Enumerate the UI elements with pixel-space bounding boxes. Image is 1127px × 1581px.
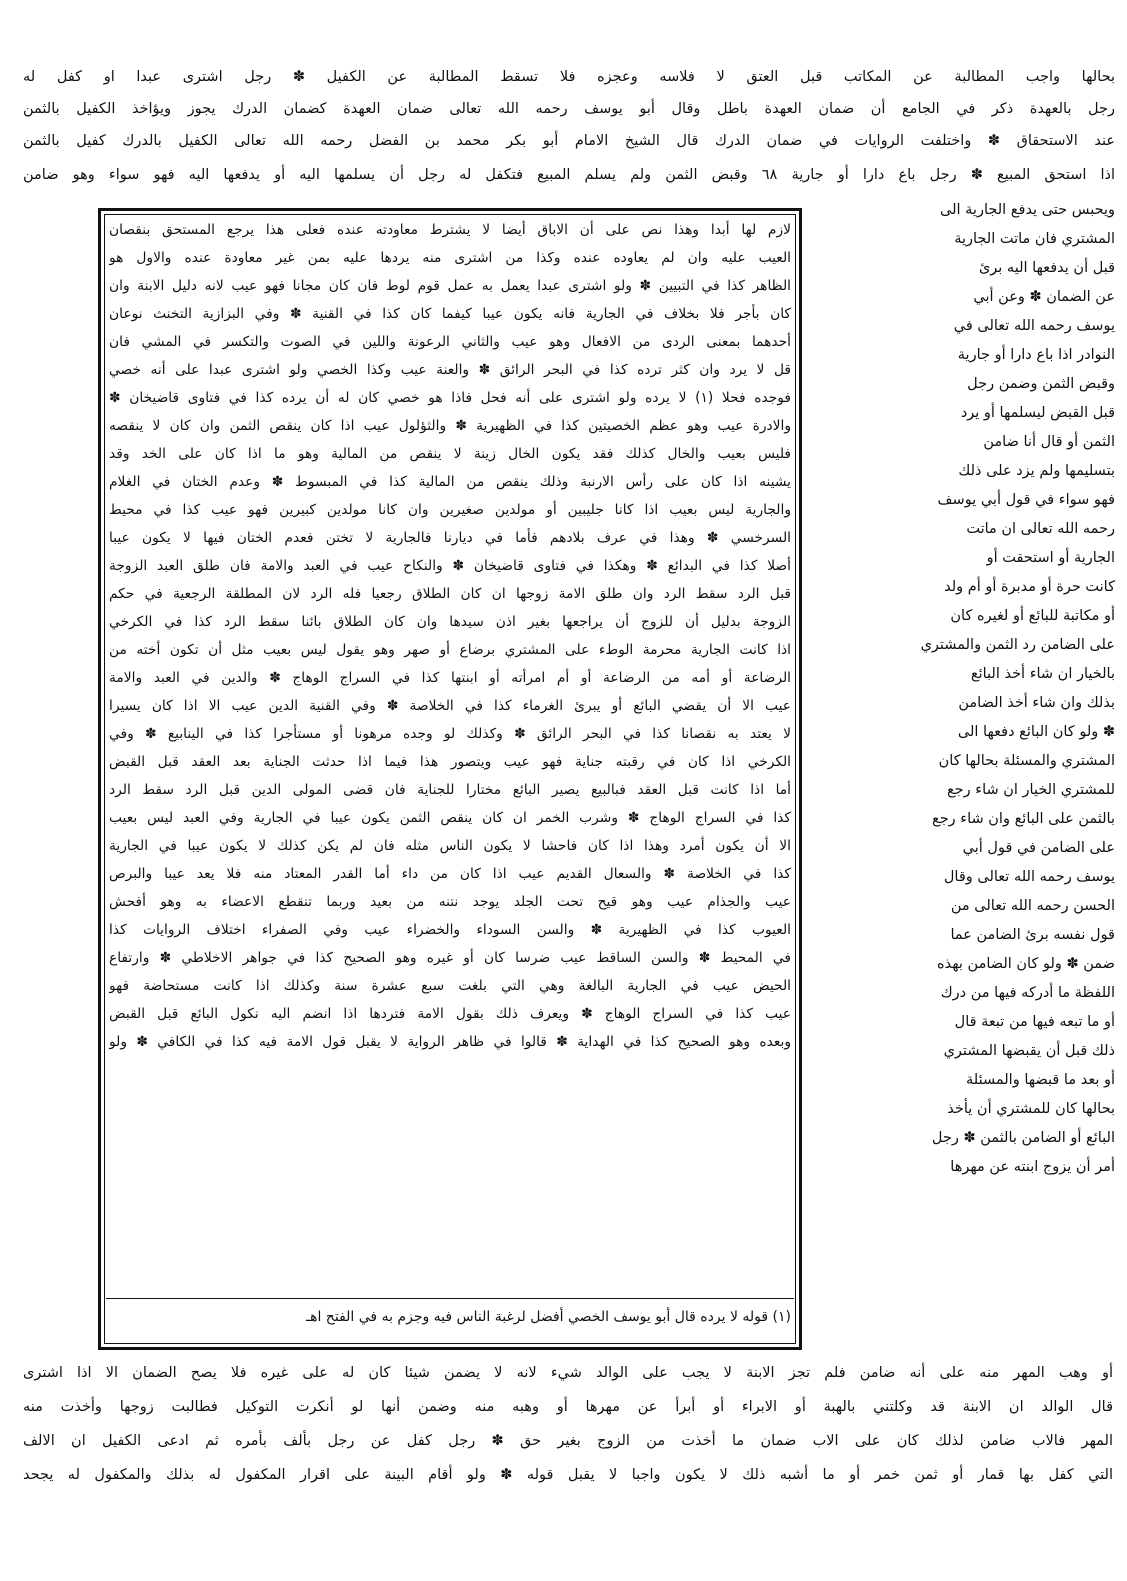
frame-line-26: العيوب كذا في الظهيرية ✽ والسن السوداء والخضراء عيب وفي الصفراء اختلاف الروايات كذا xyxy=(109,922,791,938)
margin-line-16: على الضامن رد الثمن والمشتري xyxy=(920,637,1115,653)
margin-line-34: أمر أن يزوج ابنته عن مهرها xyxy=(950,1159,1115,1175)
margin-line-2: المشتري فان ماتت الجارية xyxy=(954,231,1115,247)
top-line-2: رجل بالعهدة ذكر في الجامع أن ضمان العهدة باطل وقال أبو يوسف رحمه الله تعالى ضمان العهدة كضمان الدرك يجوز ويؤاخذ الكفيل بالثمن xyxy=(23,101,1115,117)
margin-line-3: قبل أن يدفعها اليه برئ xyxy=(978,260,1115,276)
margin-line-7: وقبض الثمن وضمن رجل xyxy=(967,376,1115,392)
frame-line-21: أما اذا كانت قبل العقد فبالبيع يصير البائع مختارا للجناية فان قضى المولى الدين قبل الرد سقط الرد xyxy=(109,782,791,798)
frame-line-13: أصلا كذا في البدائع ✽ وهكذا في فتاوى قاضيخان ✽ والنكاح عيب في العبد والامة فان طلق العبد الزوجة xyxy=(109,558,791,574)
frame-line-29: عيب كذا في السراج الوهاج ✽ ويعرف ذلك بقول الامة فتردها اذا انضم اليه نكول البائع قبل القبض xyxy=(109,1006,791,1022)
margin-line-27: ضمن ✽ ولو كان الضامن بهذه xyxy=(937,956,1115,972)
margin-line-33: البائع أو الضامن بالثمن ✽ رجل xyxy=(931,1130,1115,1146)
frame-line-8: والادرة عيب وهو عظم الخصيتين كذا في الظهيرية ✽ والثؤلول عيب اذا كان ينقص الثمن وان كان لا ينقصه xyxy=(109,418,791,434)
margin-line-10: بتسليمها ولم يزد على ذلك xyxy=(958,463,1115,479)
margin-line-1: ويحبس حتى يدفع الجارية الى xyxy=(940,202,1115,218)
frame-line-16: اذا كانت الجارية محرمة الوطء على المشتري برضاع أو صهر وهو يقول ليس بعيب مثل أن تكون أخته من xyxy=(109,642,791,658)
frame-line-4: كان بأجر فلا بخلاف في الجارية فانه يكون عيبا كيفما كان كذا في القنية ✽ وفي البزازية التخنث نوعان xyxy=(109,306,791,322)
frame-line-2: العيب عليه وان لم يعاوده عنده وكذا من اشترى منه يردها عليه بمن غير معاودة عنده والاول هو xyxy=(109,250,791,266)
frame-line-17: الرضاعة أو أمه من الرضاعة أو أم امرأته أو ابنتها كذا في السراج الوهاج ✽ والدين في العبد والامة xyxy=(109,670,791,686)
frame-line-7: فوجده فحلا (١) لا يرده ولو اشترى على أنه فحل فاذا هو خصي كان له أن يرده كذا في فتاوى قاضيخان ✽ xyxy=(109,390,791,406)
top-line-3: عند الاستحقاق ✽ واختلفت الروايات في ضمان الدرك قال الشيخ الامام أبو بكر محمد بن الفضل رحمه الله تعالى الكفيل بالدرك كفيل بالثمن xyxy=(23,133,1115,149)
footnote-divider xyxy=(106,1298,794,1299)
frame-line-12: السرخسي ✽ وهذا في عرف بلادهم فأما في ديارنا فالجارية لا تختن فعدم الختان فيها لا يكون عيبا xyxy=(109,530,791,546)
margin-line-17: بالخيار ان شاء أخذ البائع xyxy=(970,666,1115,682)
top-line-1: بحالها واجب المطالبة عن المكاتب قبل العتق لا فلاسه وعجزه فلا تسقط المطالبة عن الكفيل ✽ رجل اشترى عبدا او كفل له xyxy=(23,69,1115,85)
frame-line-10: يشينه اذا كان على رأس الارنبة وذلك ينقص من المالية كذا في المبسوط ✽ وعدم الختان في الغلام xyxy=(109,474,791,490)
margin-line-9: الثمن أو قال أنا ضامن xyxy=(983,434,1115,450)
frame-line-14: قبل الرد سقط الرد وان طلق الامة زوجها ان كان الطلاق رجعيا فله الرد لان المطلقة الرجعية في حكم xyxy=(109,586,791,602)
bottom-line-3: المهر فالاب ضامن لذلك كان على الاب ضمان ما أخذت من الزوج بغير حق ✽ رجل كفل عن رجل بألف بأمره ثم ادعى الكفيل ان الالف xyxy=(23,1433,1113,1449)
margin-line-19: ✽ ولو كان البائع دفعها الى xyxy=(957,724,1115,740)
frame-line-24: كذا في الخلاصة ✽ والسعال القديم عيب اذا كان من داء أما القدر المعتاد منه فلا يعد عيبا والبرص xyxy=(109,866,791,882)
frame-line-22: كذا في السراج الوهاج ✽ وشرب الخمر ان كان ينقص الثمن يكون عيبا في الجارية وفي العبد ليس بعيب xyxy=(109,810,791,826)
frame-line-23: الا أن يكون أمرد وهذا اذا كان فاحشا لا يكون الناس مثله فان لم يكن كذلك لا يكون عيبا في الجارية xyxy=(109,838,791,854)
frame-line-30: وبعده وهو الصحيح كذا في الهداية ✽ قالوا في ظاهر الرواية لا يقبل قول الامة فيه كذا في الكافي ✽ ولو xyxy=(109,1034,791,1050)
frame-line-25: عيب والجذام عيب وهو قيح تحت الجلد يوجد نتنه من بعيد وربما تنقطع الاعضاء به وهو أفحش xyxy=(109,894,791,910)
margin-line-6: النوادر اذا باع دارا أو جارية xyxy=(957,347,1115,363)
margin-line-5: يوسف رحمه الله تعالى في xyxy=(953,318,1115,334)
margin-line-13: الجارية أو استحقت أو xyxy=(986,550,1115,566)
frame-line-27: في المحيط ✽ والسن الساقط عيب ضرسا كان أو غيره وهو الصحيح كذا في جواهر الاخلاطي ✽ وارتفاع xyxy=(109,950,791,966)
margin-line-26: قول نفسه برئ الضامن عما xyxy=(950,927,1115,943)
bottom-line-2: قال الوالد ان الابنة قد وكلتني بالهبة أو الابراء أو أبرأ عن مهرها أو وهبه منه وضمن أنها لو أنكرت التوكيل فطالبت زوجها وأخذت منه xyxy=(23,1399,1113,1415)
margin-line-28: اللفظة ما أدركه فيها من درك xyxy=(940,985,1115,1001)
frame-line-19: لا يعتد به نقصانا كذا في البحر الرائق ✽ وكذلك لو وجده مرهونا أو مستأجرا كذا في الينابيع ✽ وفي xyxy=(109,726,791,742)
margin-line-23: على الضامن في قول أبي xyxy=(962,840,1115,856)
frame-line-11: والجارية ليس بعيب اذا كانا جليبين أو مولدين صغيرين وان كانا مولدين كبيرين فهو عيب كذا في محيط xyxy=(109,502,791,518)
frame-line-31 xyxy=(109,1056,791,1084)
frame-line-28: الحيض عيب في الجارية البالغة وهي التي بلغت سبع عشرة سنة وكذلك اذا كانت مستحاضة فهو xyxy=(109,978,791,994)
margin-line-25: الحسن رحمه الله تعالى من xyxy=(950,898,1115,914)
margin-line-8: قبل القبض ليسلمها أو يرد xyxy=(960,405,1115,421)
frame-line-20: الكرخي اذا كان في رقبته جناية فهو عيب ويتصور هذا فيما اذا حدثت الجناية بعد العقد قبل القبض xyxy=(109,754,791,770)
margin-line-30: ذلك قبل أن يقبضها المشتري xyxy=(943,1043,1115,1059)
margin-line-14: كانت حرة أو مدبرة أو أم ولد xyxy=(944,579,1115,595)
frame-line-1: لازم لها أبدا وهذا نص على أن الاباق أيضا لا يشترط معاودته عنده فعلى هذا يرجع المستحق بنقصان xyxy=(109,222,791,238)
frame-line-18: عيب الا أن يقضي البائع أو يبرئ الغرماء كذا في الخلاصة ✽ وفي القنية الدين عيب الا اذا كان يسيرا xyxy=(109,698,791,714)
margin-line-12: رحمه الله تعالى ان ماتت xyxy=(966,521,1115,537)
frame-line-15: الزوجة بدليل أن للزوج أن يراجعها بغير اذن سيدها وان كان الطلاق بائنا سقط الرد كذا في الكرخي xyxy=(109,614,791,630)
frame-line-3: الظاهر كذا في التبيين ✽ ولو اشترى عبدا يعمل به عمل قوم لوط فان كان مجانا فهو عيب لانه دليل الابنة وان xyxy=(109,278,791,294)
margin-line-22: بالثمن على البائع وان شاء رجع xyxy=(932,811,1115,827)
margin-line-18: بذلك وان شاء أخذ الضامن xyxy=(958,695,1115,711)
margin-line-24: يوسف رحمه الله تعالى وقال xyxy=(943,869,1115,885)
margin-line-31: أو بعد ما قبضها والمسئلة xyxy=(966,1072,1115,1088)
frame-line-5: أحدهما بمعنى الردى من الافعال وهو عيب والثاني الرعونة واللين في الصوت والتكسر في المشي فان xyxy=(109,334,791,350)
margin-line-29: أو ما تبعه فيها من تبعة قال xyxy=(954,1014,1115,1030)
margin-line-15: أو مكاتبة للبائع أو لغيره كان xyxy=(950,608,1115,624)
frame-line-6: قل لا يرد وان كثر ترده كذا في البحر الرائق ✽ والعنة عيب وكذا الخصي ولو اشترى عبدا على أنه خصي xyxy=(109,362,791,378)
margin-line-4: عن الضمان ✽ وعن أبي xyxy=(973,289,1115,305)
margin-line-21: للمشتري الخيار ان شاء رجع xyxy=(946,782,1115,798)
footnote: (١) قوله لا يرده قال أبو يوسف الخصي أفضل لرغبة الناس فيه وجزم به في الفتح اهـ xyxy=(305,1309,791,1325)
margin-line-11: فهو سواء في قول أبي يوسف xyxy=(937,492,1115,508)
top-line-4: اذا استحق المبيع ✽ رجل باع دارا أو جارية ٦٨ وقبض الثمن ولم يسلم المبيع فتكفل له رجل أن يسلمها اليه أو يدفعها اليه فهو سواء وهو ضامن xyxy=(23,167,1115,183)
margin-line-32: بحالها كان للمشتري أن يأخذ xyxy=(947,1101,1115,1117)
bottom-line-1: أو وهب المهر منه على أنه ضامن فلم تجز الابنة لا يجب على الوالد شيء لانه لا يضمن شيئا كان له على غيره فلا يصح الضمان الا اذا اشترى xyxy=(23,1365,1113,1381)
margin-line-20: المشتري والمسئلة بحالها كان xyxy=(938,753,1115,769)
bottom-line-4: التي كفل بها قمار أو ثمن خمر أو ما أشبه ذلك لا يكون واجبا لا يقبل قوله ✽ ولو أقام البينة على اقرار المكفول له بذلك والمكفول له يجحد xyxy=(23,1467,1113,1483)
frame-line-9: فليس بعيب والخال كذلك فقد يكون الخال زينة لا ينقص من المالية وهو ما اذا كان على الخد وقد xyxy=(109,446,791,462)
